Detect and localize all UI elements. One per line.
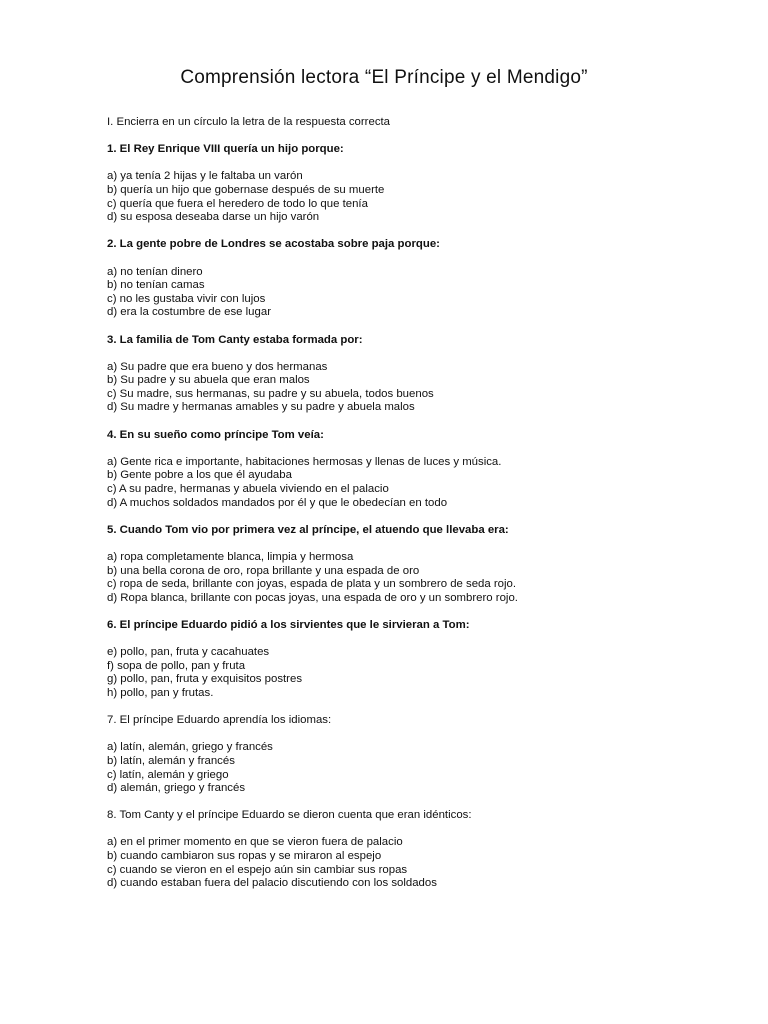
option-c: c) no les gustaba vivir con lujos: [107, 292, 266, 305]
question-2: [107, 238, 707, 320]
option-a: a) latín, alemán, griego y francés: [107, 741, 273, 754]
question-4: [107, 429, 707, 511]
option-d: d) su esposa deseaba darse un hijo varón: [107, 211, 320, 224]
option-a: a) ya tenía 2 hijas y le faltaba un varón: [107, 170, 303, 183]
option-c: c) ropa de seda, brillante con joyas, espada de plata y un sombrero de seda rojo.: [107, 578, 517, 591]
option-d: d) Ropa blanca, brillante con pocas joyas, una espada de oro y un sombrero rojo.: [107, 591, 518, 604]
option-c: c) quería que fuera el heredero de todo lo que tenía: [107, 197, 368, 210]
question-8: [107, 809, 707, 891]
question-text: 2. La gente pobre de Londres se acostaba sobre paja porque:: [107, 238, 440, 251]
question-5: [107, 524, 707, 606]
option-f: f) sopa de pollo, pan y fruta: [107, 659, 246, 672]
option-b: b) Gente pobre a los que él ayudaba: [107, 469, 292, 482]
option-c: c) A su padre, hermanas y abuela viviendo en el palacio: [107, 483, 389, 496]
question-text: 3. La familia de Tom Canty estaba formada por:: [107, 333, 363, 346]
document-title: Comprensión lectora “El Príncipe y el Mendigo”: [180, 67, 588, 88]
worksheet-content: [107, 116, 707, 904]
option-b: b) una bella corona de oro, ropa brillante y una espada de oro: [107, 564, 420, 577]
option-g: g) pollo, pan, fruta y exquisitos postres: [107, 673, 303, 686]
option-a: a) Gente rica e importante, habitaciones hermosas y llenas de luces y música.: [107, 455, 502, 468]
option-c: c) cuando se vieron en el espejo aún sin cambiar sus ropas: [107, 863, 408, 876]
option-e: e) pollo, pan, fruta y cacahuates: [107, 646, 270, 659]
question-text: 6. El príncipe Eduardo pidió a los sirvientes que le sirvieran a Tom:: [107, 618, 470, 631]
option-b: b) cuando cambiaron sus ropas y se miraron al espejo: [107, 850, 382, 863]
option-d: d) cuando estaban fuera del palacio discutiendo con los soldados: [107, 877, 437, 890]
option-a: a) en el primer momento en que se vieron fuera de palacio: [107, 836, 403, 849]
question-text: 1. El Rey Enrique VIII quería un hijo porque:: [107, 143, 344, 156]
option-b: b) no tenían camas: [107, 279, 205, 292]
question-1: [107, 143, 707, 225]
option-b: b) quería un hijo que gobernase después de su muerte: [107, 183, 385, 196]
option-b: b) latín, alemán y francés: [107, 754, 235, 767]
option-d: d) A muchos soldados mandados por él y que le obedecían en todo: [107, 496, 448, 509]
question-6: [107, 619, 707, 701]
question-text: 8. Tom Canty y el príncipe Eduardo se dieron cuenta que eran idénticos:: [107, 809, 472, 822]
option-a: a) ropa completamente blanca, limpia y hermosa: [107, 551, 354, 563]
question-text: 4. En su sueño como príncipe Tom veía:: [107, 428, 324, 441]
option-d: d) Su madre y hermanas amables y su padre y abuela malos: [107, 401, 415, 414]
option-d: d) alemán, griego y francés: [107, 782, 246, 795]
question-text: 5. Cuando Tom vio por primera vez al príncipe, el atuendo que llevaba era:: [107, 523, 509, 536]
option-a: a) no tenían dinero: [107, 265, 203, 278]
question-7: [107, 714, 707, 796]
option-c: c) latín, alemán y griego: [107, 768, 229, 781]
option-d: d) era la costumbre de ese lugar: [107, 306, 271, 319]
instruction-text: I. Encierra en un círculo la letra de la respuesta correcta: [107, 116, 391, 128]
question-text: 7. El príncipe Eduardo aprendía los idiomas:: [107, 714, 332, 727]
option-c: c) Su madre, sus hermanas, su padre y su abuela, todos buenos: [107, 387, 434, 400]
option-a: a) Su padre que era bueno y dos hermanas: [107, 360, 328, 373]
option-h: h) pollo, pan y frutas.: [107, 686, 214, 699]
question-3: [107, 334, 707, 416]
option-b: b) Su padre y su abuela que eran malos: [107, 374, 310, 387]
